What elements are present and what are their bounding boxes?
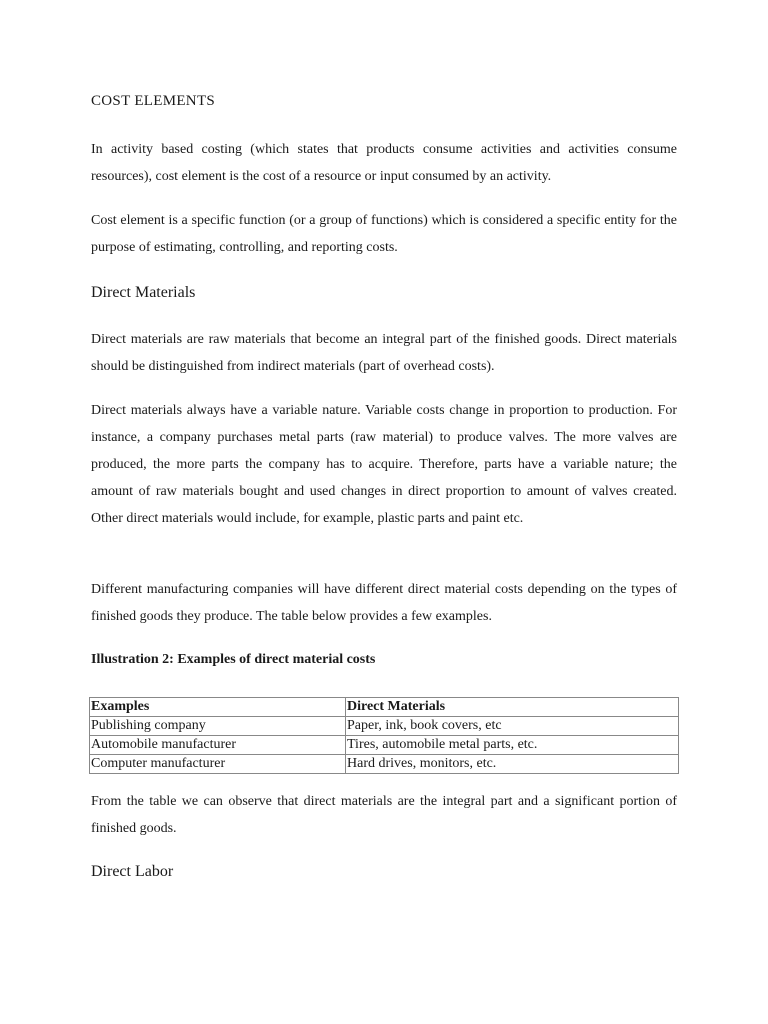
table-cell-example: Automobile manufacturer [90,736,346,755]
direct-materials-paragraph-2: Direct materials always have a variable nature. Variable costs change in proportion to production. For instance, a company purchases metal parts (raw material) to produce valves. The more valves are produced, the more parts the company has to acquire. Therefore, parts have a variable nature; the amount of raw materials bought and used changes in direct proportion to amount of valves created. Other direct materials would include, for example, plastic parts and paint etc. [91,403,677,526]
table-cell-materials: Paper, ink, book covers, etc [346,717,679,736]
table-row [90,755,679,774]
table-cell-example: Publishing company [90,717,346,736]
table-header-direct-materials: Direct Materials [346,698,679,717]
direct-materials-paragraph-3: Different manufacturing companies will have different direct material costs depending on the types of finished goods they produce. The table below provides a few examples. [91,582,677,624]
table-cell-example: Computer manufacturer [90,755,346,774]
direct-labor-heading: Direct Labor [91,863,174,880]
table-conclusion-paragraph: From the table we can observe that direct materials are the integral part and a significant portion of finished goods. [91,794,677,836]
table-header-row [90,698,679,717]
direct-materials-paragraph-1: Direct materials are raw materials that become an integral part of the finished goods. Direct materials should be distinguished from indirect materials (part of overhead costs). [91,332,677,374]
table-cell-materials: Tires, automobile metal parts, etc. [346,736,679,755]
table-caption: Illustration 2: Examples of direct material costs [91,652,376,667]
table-row [90,717,679,736]
table-header-examples: Examples [90,698,346,717]
intro-paragraph-1: In activity based costing (which states that products consume activities and activities consume resources), cost element is the cost of a resource or input consumed by an activity. [91,142,677,184]
table-cell-materials: Hard drives, monitors, etc. [346,755,679,774]
intro-paragraph-2: Cost element is a specific function (or a group of functions) which is considered a specific entity for the purpose of estimating, controlling, and reporting costs. [91,213,677,255]
table-row [90,736,679,755]
direct-materials-heading: Direct Materials [91,284,196,301]
document-title: COST ELEMENTS [91,93,216,109]
direct-materials-table [89,697,679,774]
